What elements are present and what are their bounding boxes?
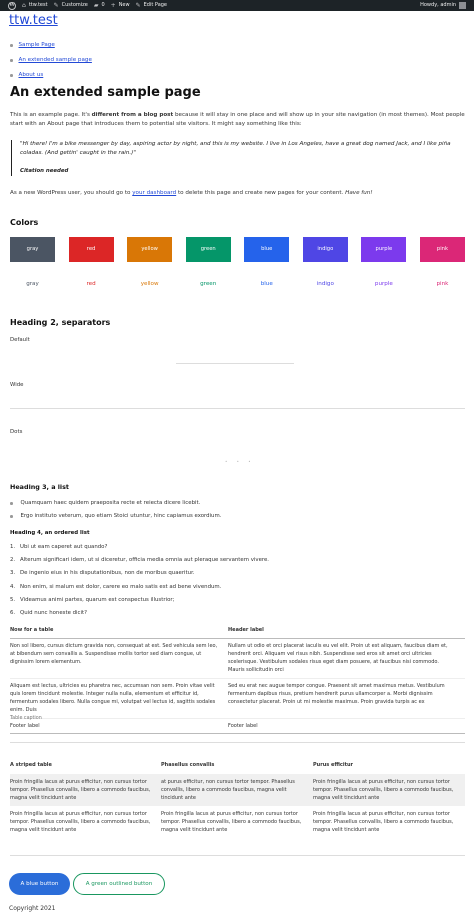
avatar (459, 2, 466, 9)
admin-bar-customize-link[interactable] (51, 0, 91, 11)
table-cell: Sed eu erat nec augue tempor congue. Praesent sit amet maximus metus. Vestibulum fermentum dapibus risus, pretium hendrerit purus ullamcorper a. Morbi dignissim consectetur placerat. Proin ut mi molestie maximus. Proin gravida turpis ac ex (228, 679, 465, 719)
list-item-text: Ergo instituto veterum, quo etiam Stoici utuntur, hinc capiamus exordium. (20, 512, 222, 519)
site-title[interactable]: ttw.test (9, 13, 58, 28)
bullet-icon (10, 515, 13, 518)
quote-text: "Hi there! I'm a bike messenger by day, aspiring actor by night, and this is my website. I live in Los Angeles, have a great dog named Jack, and I like piña coladas. (And gettin' caught in the rain.)" (20, 141, 451, 156)
color-swatch-blue: blue (244, 237, 289, 262)
table-cell: at purus efficitur, non cursus tortor tempor. Phasellus convallis, libero a commodo faucibus, magna velit tincidunt ante (161, 774, 313, 806)
table-header-row (10, 760, 465, 774)
list-item (10, 554, 269, 567)
separator-label-wide: Wide (10, 382, 24, 388)
unordered-list (10, 497, 221, 523)
table-header-cell: Purus efficitur (313, 762, 354, 768)
list-number: 3. (10, 570, 16, 577)
table-header-cell: Now for a table (10, 624, 228, 639)
color-swatch-green: green (186, 237, 231, 262)
plus-icon: + (110, 1, 116, 9)
list-item (10, 510, 221, 523)
brush-icon: ✎ (53, 1, 59, 9)
table-header-cell: Header label (228, 624, 465, 639)
data-table (10, 624, 465, 734)
intro-paragraph (10, 111, 465, 129)
color-swatch-indigo: indigo (303, 237, 348, 262)
quote-citation: Citation needed (20, 167, 69, 174)
color-text-green: green (200, 281, 217, 287)
table-cell: Aliquam est lectus, ultricies eu pharetra nec, accumsan non sem. Proin vitae velit quis lorem tincidunt molestie. Integer nulla nulla, elementum et efficitur id, fermentum sodales libero. Nulla congue mi, volutpat vel lectus id, sagittis sodales enim. Duis (10, 679, 228, 719)
wordpress-logo-icon[interactable]: W (9, 1, 15, 8)
list-item (10, 568, 269, 581)
after-text-2: to delete this page and create new pages for your content. (176, 190, 346, 196)
separator-dots: • • • (225, 459, 255, 464)
table-row (10, 774, 465, 806)
after-emphasis: Have fun! (345, 190, 373, 196)
color-swatch-pink: pink (420, 237, 465, 262)
bullet-icon (10, 502, 13, 505)
table-row (10, 806, 465, 838)
nav-link-sample-page[interactable]: Sample Page (18, 42, 55, 49)
separator-default (176, 363, 294, 364)
list-item (10, 607, 269, 620)
list-number: 4. (10, 583, 16, 590)
table-cell: Proin fringilla lacus at purus efficitur, non cursus tortor tempor. Phasellus convallis, libero a commodo faucibus, magna velit tincidunt ante (10, 811, 151, 834)
comment-icon: ▰ (93, 1, 99, 9)
table-cell: Proin fringilla lacus at purus efficitur, non cursus tortor tempor. Phasellus convallis, libero a commodo faucibus, magna velit tincidunt ante (161, 811, 302, 834)
admin-bar (0, 0, 474, 11)
color-swatch-red: red (69, 237, 114, 262)
list-item (10, 581, 269, 594)
bullet-icon (10, 44, 13, 47)
separator (10, 855, 465, 856)
table-caption: Table caption (10, 716, 42, 721)
list-number: 6. (10, 610, 16, 617)
table-header-cell: Phasellus convallis (161, 762, 215, 768)
colors-heading: Colors (10, 218, 39, 227)
list-number: 1. (10, 543, 16, 550)
list-item-text: De ingenio eius in his disputationibus, non de moribus quaeritur. (20, 570, 195, 577)
after-text-1: As a new WordPress user, you should go to (10, 190, 133, 196)
table-footer-row (10, 719, 465, 734)
separator-label-default: Default (10, 337, 30, 343)
copyright: Copyright 2021 (9, 905, 56, 912)
list-item-text: Ubi ut eam caperet aut quando? (20, 543, 108, 550)
intro-text-2: because it will stay in one place and will show up in your site navigation (in most themes). Most people start with an About page that introduces them to potential site visitors. It might say something like this: (10, 112, 465, 128)
admin-bar-site-link[interactable] (19, 0, 51, 11)
list-item-text: Videamus animi partes, quarum est conspectus illustrior; (20, 596, 175, 603)
table-cell: Proin fringilla lacus at purus efficitur, non cursus tortor tempor. Phasellus convallis, libero a commodo faucibus, magna velit tincidunt ante (313, 811, 454, 834)
separator (10, 742, 465, 743)
color-swatch-yellow: yellow (127, 237, 172, 262)
dashboard-paragraph (10, 189, 373, 197)
admin-bar-new-link[interactable] (108, 0, 133, 11)
list-heading: Heading 3, a list (10, 483, 69, 491)
separators-heading: Heading 2, separators (10, 318, 111, 327)
intro-bold: different from a blog post (91, 112, 174, 118)
color-text-purple: purple (374, 281, 393, 287)
table-footer-cell: Footer label (228, 719, 465, 734)
pull-quote (11, 140, 463, 176)
admin-bar-edit-label: Edit Page (143, 1, 168, 8)
color-text-red: red (86, 281, 96, 287)
table-cell: Non sol libero, cursus dictum gravida non, consequat at est. Sed vehicula sem leo, at bibendum sem convallis a. Suspendisse mollis tortor sed diam congue, ut dignissim lorem elementum. (10, 639, 228, 679)
admin-bar-howdy: Howdy, admin (420, 1, 456, 8)
nav-link-about-us[interactable]: About us (18, 72, 44, 79)
admin-bar-edit-link[interactable] (133, 0, 170, 11)
nav-item (10, 53, 92, 68)
table-cell: Nullam ut odio et orci placerat iaculis eu vel elit. Proin ut est aliquam, faucibus diam et, hendrerit orci. Aliquam vel risus nibh. Suspendisse sed eros sit amet orci ultricies scelerisque. Vestibulum sodales risus eget diam posuere, at faucibus nisi commodo. Mauris sollicitudin orci (228, 639, 465, 679)
color-text-gray: gray (26, 281, 39, 287)
nav-link-extended-sample-page[interactable]: An extended sample page (18, 57, 92, 64)
table-cell: Proin fringilla lacus at purus efficitur, non cursus tortor tempor. Phasellus convallis, libero a commodo faucibus, magna velit tincidunt ante (313, 774, 465, 806)
color-swatch-gray: gray (10, 237, 55, 262)
color-text-indigo: indigo (316, 281, 334, 287)
color-swatch-purple: purple (361, 237, 406, 262)
table-footer-cell: Footer label (10, 719, 228, 734)
table-row (10, 639, 465, 679)
list-item-text: Non enim, si malum est dolor, carere eo malo satis est ad bene vivendum. (20, 583, 222, 590)
table-cell: Proin fringilla lacus at purus efficitur, non cursus tortor tempor. Phasellus convallis, libero a commodo faucibus, magna velit tincidunt ante (10, 774, 161, 806)
color-text-pink: pink (436, 281, 449, 287)
color-swatches (10, 237, 465, 262)
color-text-yellow: yellow (140, 281, 159, 287)
list-item (10, 497, 221, 510)
bullet-icon (10, 74, 13, 77)
separator-wide (10, 408, 465, 409)
bullet-icon (10, 59, 13, 62)
ordered-list (10, 541, 269, 621)
blue-button[interactable]: A blue button (9, 873, 70, 895)
admin-bar-site-label: ttw.test (28, 1, 48, 8)
striped-table (10, 760, 465, 838)
green-outlined-button[interactable]: A green outlined button (73, 873, 165, 895)
color-text-samples (10, 280, 465, 288)
separator-label-dots: Dots (10, 429, 23, 435)
table-row (10, 679, 465, 719)
list-number: 5. (10, 596, 16, 603)
color-text-blue: blue (260, 281, 273, 287)
list-item (10, 541, 269, 554)
list-item-text: Quid nunc honeste dicit? (20, 610, 87, 617)
admin-bar-customize-label: Customize (61, 1, 88, 8)
intro-text-1: This is an example page. It's (10, 112, 92, 118)
admin-bar-comments-count: 0 (101, 1, 105, 8)
table-header-cell: A striped table (10, 762, 52, 768)
admin-bar-comments-link[interactable] (91, 0, 108, 11)
dashboard-link[interactable]: your dashboard (132, 190, 177, 196)
list-item (10, 594, 269, 607)
site-navigation (10, 38, 92, 83)
ordered-list-heading: Heading 4, an ordered list (10, 530, 90, 536)
admin-bar-account[interactable] (420, 2, 474, 9)
table-header-row (10, 624, 465, 639)
page-title: An extended sample page (10, 85, 201, 100)
pencil-icon: ✎ (135, 1, 141, 9)
list-item-text: Alterum significari idem, ut si diceretur, officia media omnia aut pleraque servantem vivere. (20, 557, 270, 564)
nav-item (10, 68, 92, 83)
home-icon: ⌂ (22, 1, 26, 9)
list-number: 2. (10, 557, 16, 564)
admin-bar-new-label: New (118, 1, 130, 8)
list-item-text: Quamquam haec quidem praeposita recte et reiecta dicere licebit. (20, 499, 201, 506)
nav-item (10, 38, 92, 53)
